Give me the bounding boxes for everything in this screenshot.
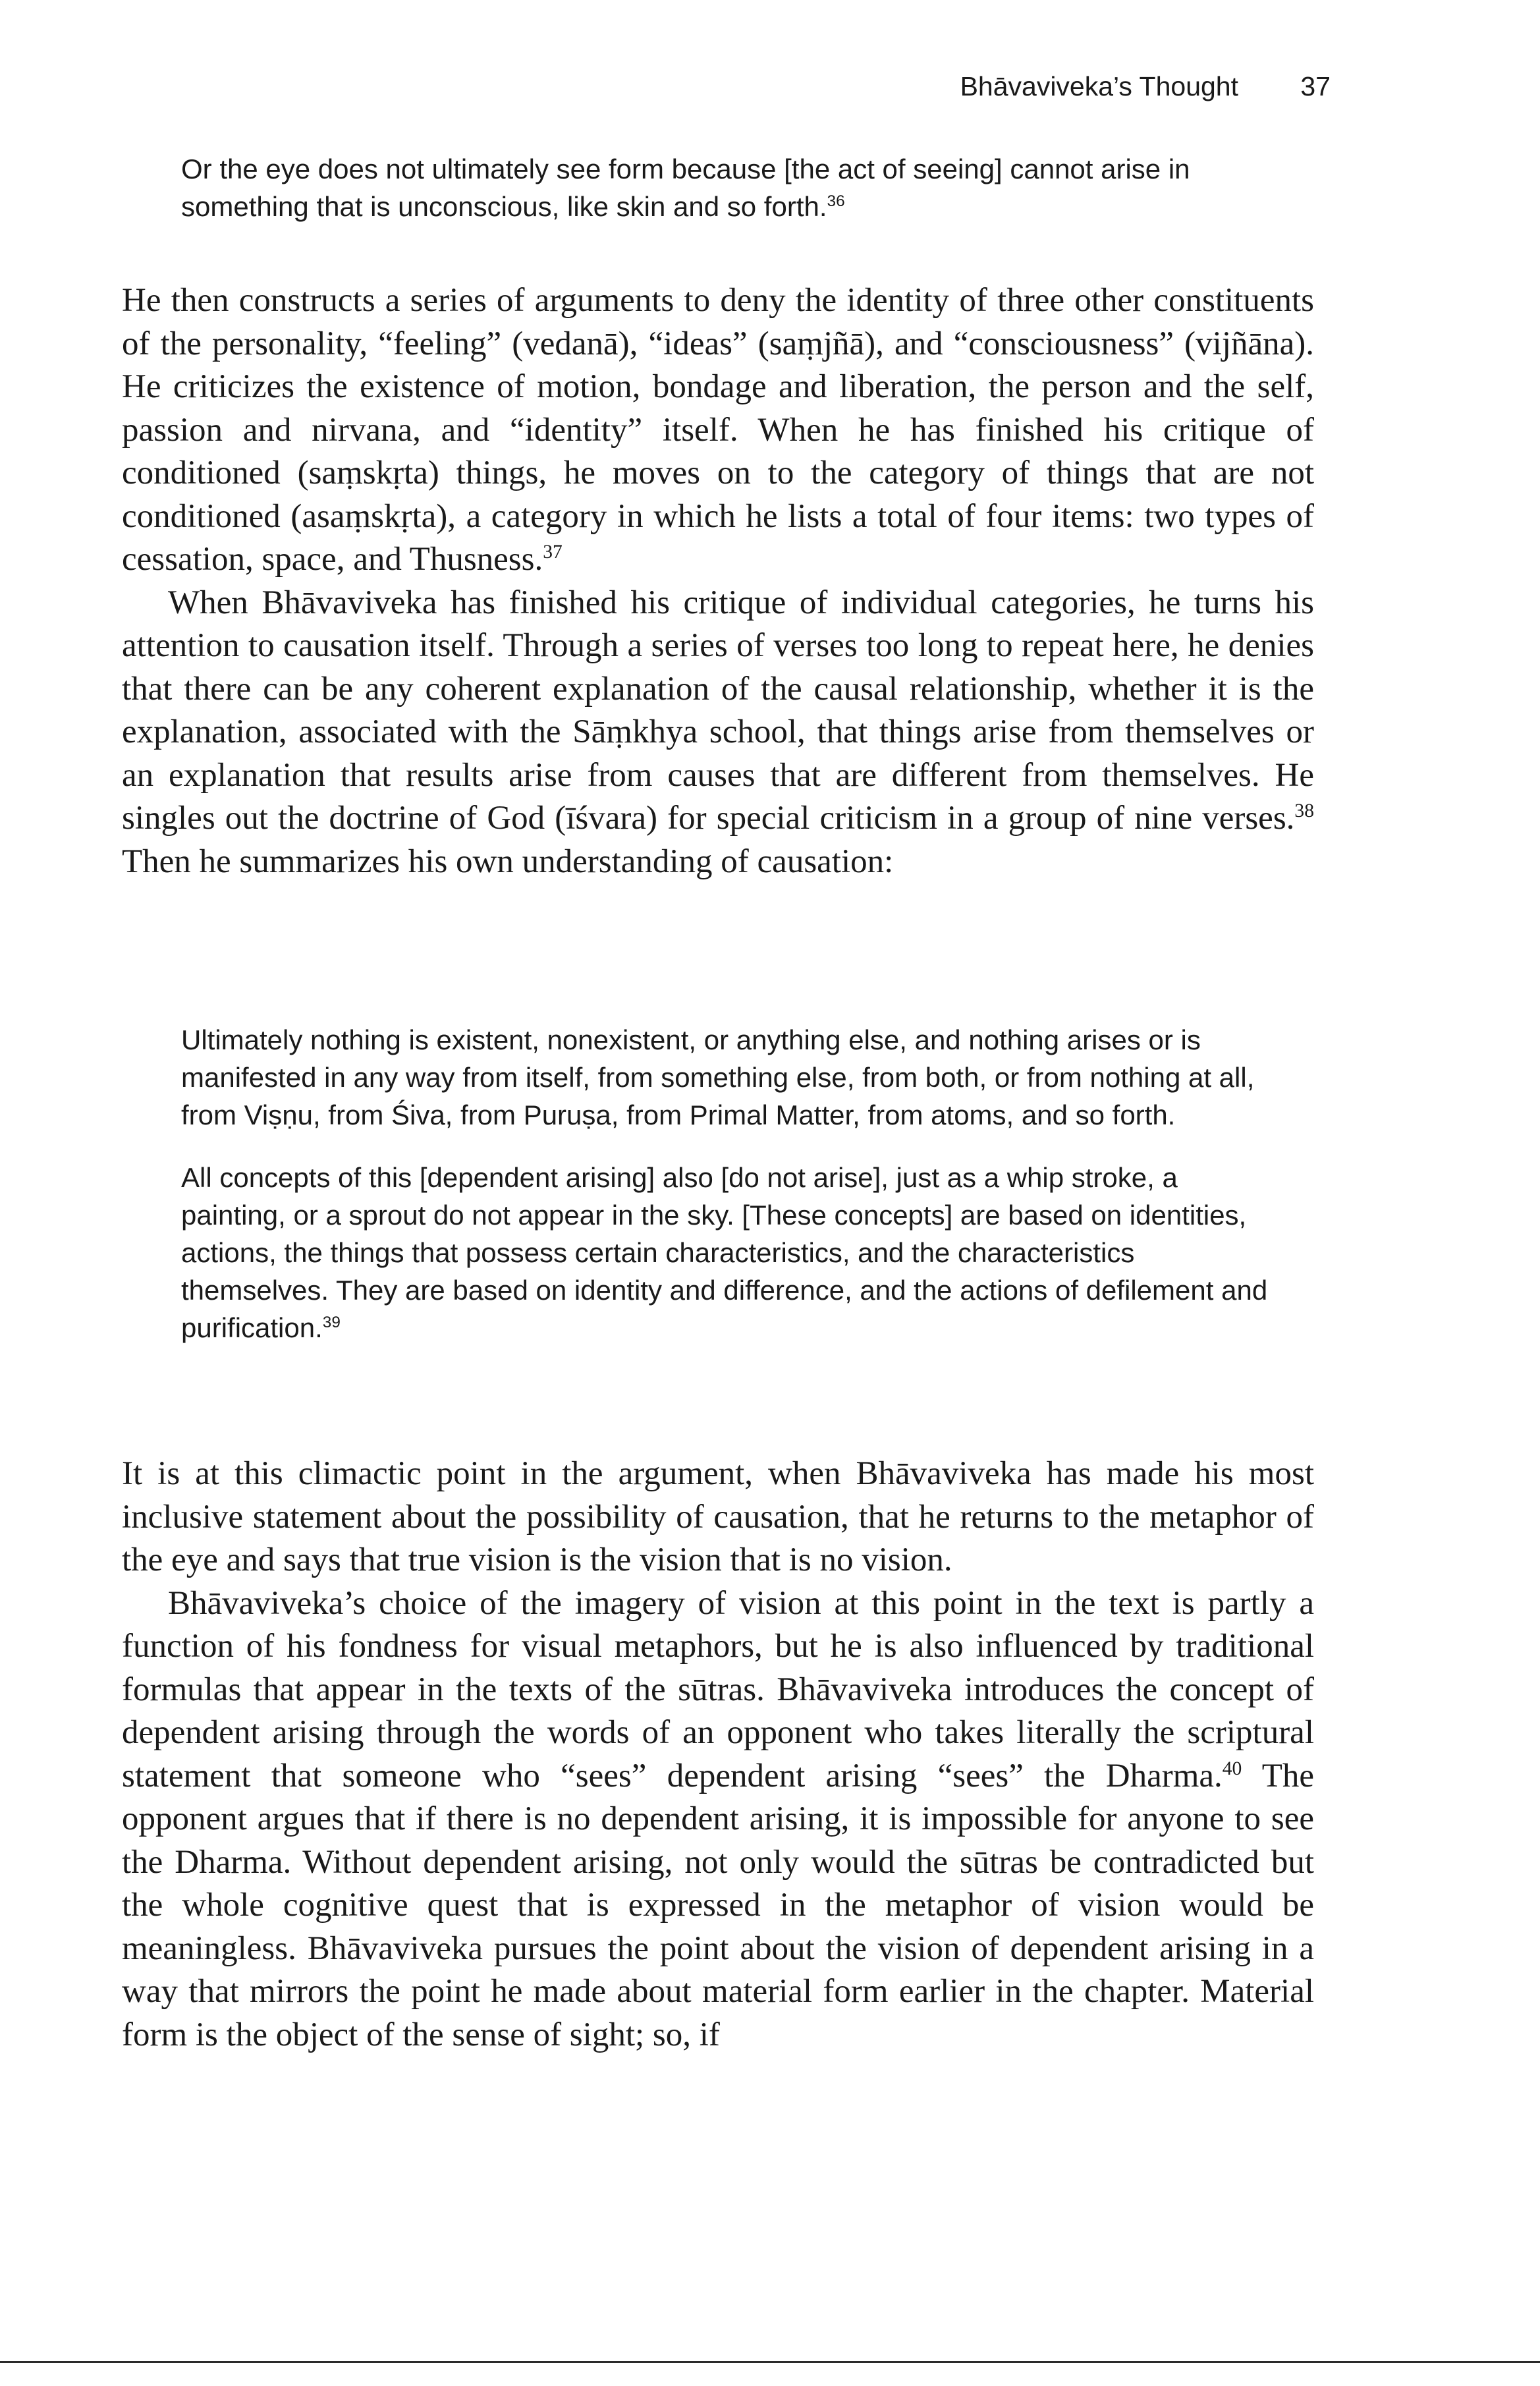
paragraph-text-end: The opponent argues that if there is no dependent arising, it is impossible for anyone to see the Dharma. Without dependent arising, not only would the sūtras be contradicted but the whole cognitive quest that is expressed in the metaphor of vision would be meaningless. Bhāvaviveka pursues the point about the vision of dependent arising in a way that mirrors the point he made about material form earlier in the chapter. Material form is the object of the sense of sight; so, if [122,1757,1314,2053]
paragraph [122,1582,1314,2057]
footnote-ref-40: 40 [1222,1758,1242,1779]
block-quote-2-paragraph [181,1021,1275,1134]
page-number: 37 [1300,71,1331,101]
block-quote-2 [181,1021,1275,1346]
block-quote-2-paragraph [181,1159,1275,1346]
scan-edge-line [0,2361,1540,2363]
quote-text: Ultimately nothing is existent, nonexistent, or anything else, and nothing arises or is manifested in any way from itself, from something else, from both, or from nothing at all, from Viṣṇu, from Śiva, from Puruṣa, from Primal Matter, from atoms, and so forth. [181,1024,1255,1130]
block-quote-1-paragraph [181,150,1275,225]
quote-text: All concepts of this [dependent arising] also [do not arise], just as a whip stroke, a painting, or a sprout do not appear in the sky. [These concepts] are based on identities, actions, the things that possess certain characteristics, and the characteristics themselves. They are based on identity and difference, and the actions of defilement and purification. [181,1162,1268,1343]
running-title: Bhāvaviveka’s Thought [960,71,1238,101]
block-quote-1 [181,150,1275,225]
footnote-ref-37: 37 [543,541,563,563]
paragraph: It is at this climactic point in the argument, when Bhāvaviveka has made his most inclusive statement about the possibility of causation, that he returns to the metaphor of the eye and says that true vision is the vision that is no vision. [122,1455,1314,1578]
footnote-ref-36: 36 [827,192,845,210]
body-text-1 [122,279,1314,883]
running-header [725,71,1331,111]
footnote-ref-39: 39 [322,1314,341,1331]
body-text-2 [122,1453,1314,2057]
quote-text: Or the eye does not ultimately see form because [the act of seeing] cannot arise in something that is unconscious, like skin and so forth. [181,153,1190,222]
paragraph-text: When Bhāvaviveka has finished his critique of individual categories, he turns his attention to causation itself. Through a series of verses too long to repeat here, he denies that there can be any coherent explanation of the causal relationship, whether it is the explanation, associated with the Sāṃkhya school, that things arise from themselves or an explanation that results arise from causes that are different from themselves. He singles out the doctrine of God (īśvara) for special criticism in a group of nine verses. [122,584,1314,837]
paragraph [122,279,1314,582]
paragraph-text: He then constructs a series of arguments to deny the identity of three other constituents of the personality, “feeling” (vedanā), “ideas” (saṃjñā), and “consciousness” (vijñāna). He criticizes the existence of motion, bondage and liberation, the person and the self, passion and nirvana, and “identity” itself. When he has finished his critique of conditioned (saṃskṛta) things, he moves on to the category of things that are not conditioned (asaṃskṛta), a category in which he lists a total of four items: two types of cessation, space, and Thusness. [122,282,1314,578]
paragraph-text-end: Then he summarizes his own understanding of causation: [122,843,894,880]
footnote-ref-38: 38 [1294,800,1314,821]
paragraph-text: Bhāvaviveka’s choice of the imagery of vision at this point in the text is partly a function of his fondness for visual metaphors, but he is also influenced by traditional formulas that appear in the texts of the sūtras. Bhāvaviveka introduces the concept of dependent arising through the words of an opponent who takes literally the scriptural statement that someone who “sees” dependent arising “sees” the Dharma. [122,1584,1314,1794]
paragraph [122,582,1314,884]
